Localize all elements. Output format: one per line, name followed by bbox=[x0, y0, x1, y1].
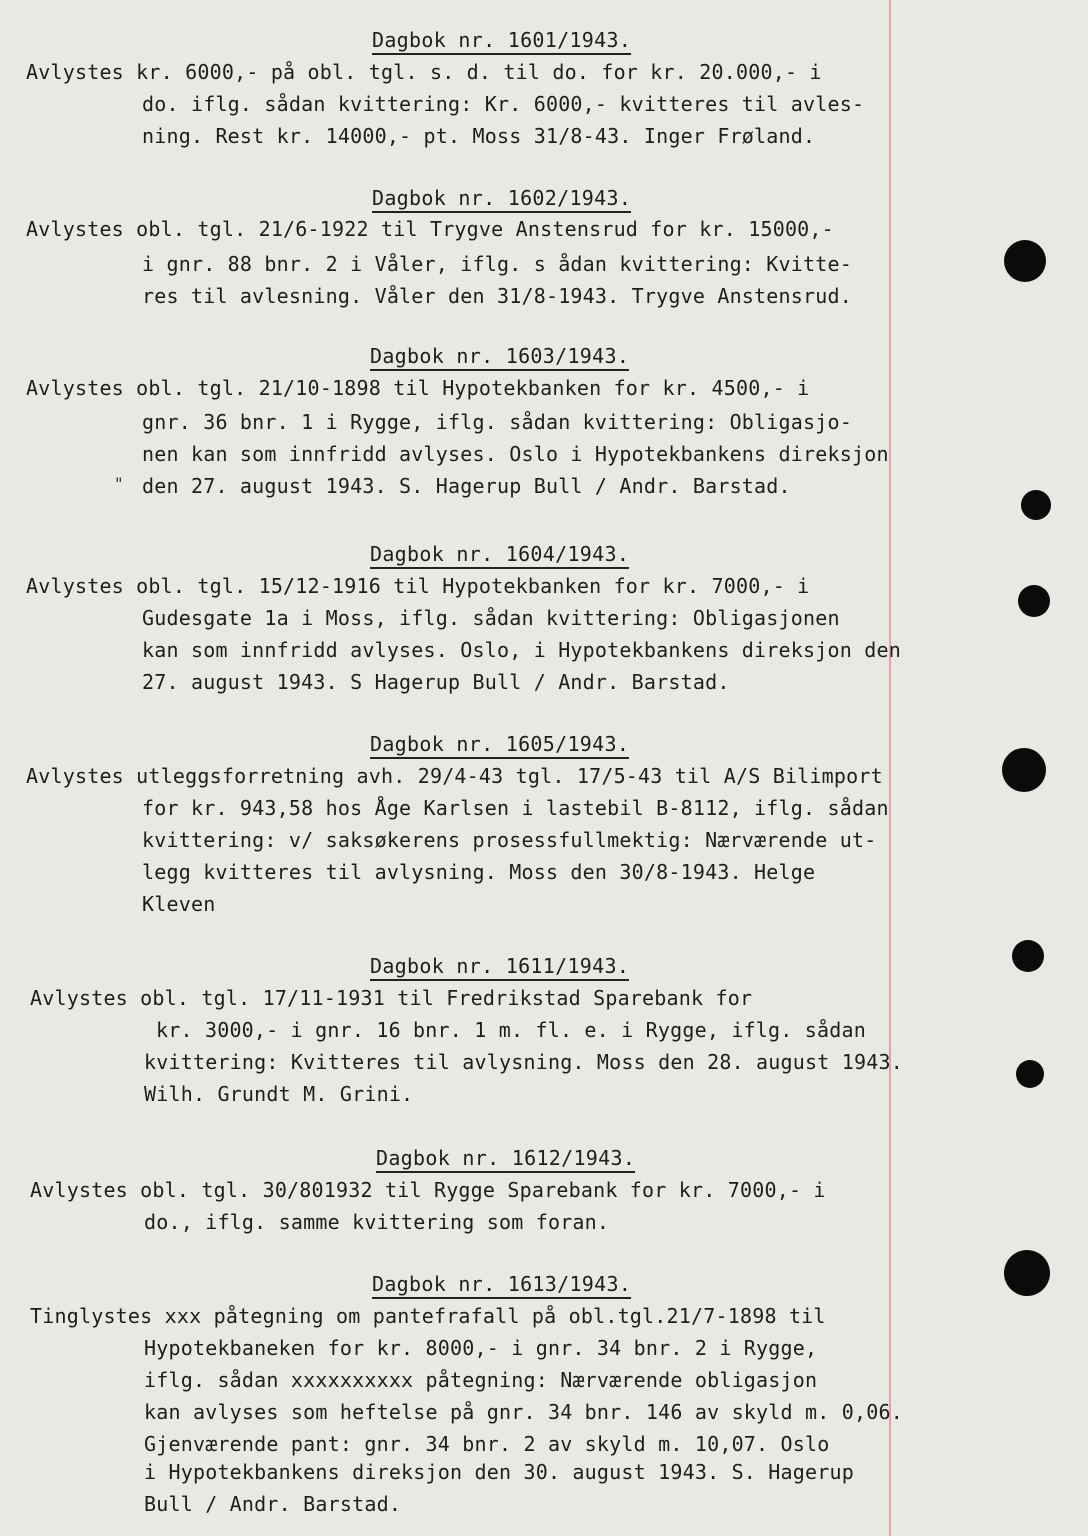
entry-line: den 27. august 1943. S. Hagerup Bull / Andr. Barstad. bbox=[142, 474, 791, 498]
entry-line: Avlystes obl. tgl. 30/801932 til Rygge Sparebank for kr. 7000,- i bbox=[30, 1178, 826, 1202]
entry-line: kr. 3000,- i gnr. 16 bnr. 1 m. fl. e. i Rygge, iflg. sådan bbox=[156, 1018, 866, 1042]
entry-line: legg kvitteres til avlysning. Moss den 30/8-1943. Helge bbox=[142, 860, 816, 884]
punch-hole bbox=[1002, 748, 1046, 792]
entry-heading: Dagbok nr. 1605/1943. bbox=[370, 732, 629, 759]
entry-line: Gudesgate 1a i Moss, iflg. sådan kvittering: Obligasjonen bbox=[142, 606, 840, 630]
entry-line: kvittering: Kvitteres til avlysning. Moss den 28. august 1943. bbox=[144, 1050, 903, 1074]
punch-hole bbox=[1021, 490, 1051, 520]
entry-line: Hypotekbaneken for kr. 8000,- i gnr. 34 bnr. 2 i Rygge, bbox=[144, 1336, 818, 1360]
entry-line: res til avlesning. Våler den 31/8-1943. Trygve Anstensrud. bbox=[142, 284, 852, 308]
entry-heading: Dagbok nr. 1602/1943. bbox=[372, 186, 631, 213]
margin-rule bbox=[889, 0, 891, 1536]
entry-line: Avlystes utleggsforretning avh. 29/4-43 tgl. 17/5-43 til A/S Bilimport bbox=[26, 764, 883, 788]
entry-line: kan som innfridd avlyses. Oslo, i Hypotekbankens direksjon den bbox=[142, 638, 901, 662]
entry-line: iflg. sådan xxxxxxxxxx påtegning: Nærværende obligasjon bbox=[144, 1368, 818, 1392]
entry-line: Avlystes kr. 6000,- på obl. tgl. s. d. til do. for kr. 20.000,- i bbox=[26, 60, 822, 84]
entry-heading: Dagbok nr. 1601/1943. bbox=[372, 28, 631, 55]
entry-line: nen kan som innfridd avlyses. Oslo i Hypotekbankens direksjon bbox=[142, 442, 889, 466]
entry-line: Avlystes obl. tgl. 15/12-1916 til Hypotekbanken for kr. 7000,- i bbox=[26, 574, 810, 598]
entry-line: Bull / Andr. Barstad. bbox=[144, 1492, 402, 1516]
punch-hole bbox=[1004, 1250, 1050, 1296]
entry-heading: Dagbok nr. 1603/1943. bbox=[370, 344, 629, 371]
entry-heading: Dagbok nr. 1611/1943. bbox=[370, 954, 629, 981]
entry-line: kan avlyses som heftelse på gnr. 34 bnr. 146 av skyld m. 0,06. bbox=[144, 1400, 903, 1424]
entry-line: Wilh. Grundt M. Grini. bbox=[144, 1082, 414, 1106]
punch-hole bbox=[1004, 240, 1046, 282]
entry-line: do., iflg. samme kvittering som foran. bbox=[144, 1210, 610, 1234]
entry-line: Gjenværende pant: gnr. 34 bnr. 2 av skyld m. 10,07. Oslo bbox=[144, 1432, 830, 1456]
entry-line: for kr. 943,58 hos Åge Karlsen i lastebil B-8112, iflg. sådan bbox=[142, 796, 889, 820]
entry-line: Avlystes obl. tgl. 21/10-1898 til Hypotekbanken for kr. 4500,- i bbox=[26, 376, 810, 400]
entry-line: ning. Rest kr. 14000,- pt. Moss 31/8-43. Inger Frøland. bbox=[142, 124, 816, 148]
entry-line: gnr. 36 bnr. 1 i Rygge, iflg. sådan kvittering: Obligasjo- bbox=[142, 410, 852, 434]
entry-heading: Dagbok nr. 1612/1943. bbox=[376, 1146, 635, 1173]
entry-heading: Dagbok nr. 1613/1943. bbox=[372, 1272, 631, 1299]
entry-line: Kleven bbox=[142, 892, 216, 916]
entry-line: kvittering: v/ saksøkerens prosessfullmektig: Nærværende ut- bbox=[142, 828, 877, 852]
entry-heading: Dagbok nr. 1604/1943. bbox=[370, 542, 629, 569]
entry-line: i Hypotekbankens direksjon den 30. august 1943. S. Hagerup bbox=[144, 1460, 854, 1484]
entry-line: do. iflg. sådan kvittering: Kr. 6000,- kvitteres til avles- bbox=[142, 92, 865, 116]
entry-line: i gnr. 88 bnr. 2 i Våler, iflg. s ådan kvittering: Kvitte- bbox=[142, 252, 852, 276]
entry-line: 27. august 1943. S Hagerup Bull / Andr. Barstad. bbox=[142, 670, 730, 694]
entry-line: Avlystes obl. tgl. 21/6-1922 til Trygve Anstensrud for kr. 15000,- bbox=[26, 217, 834, 241]
margin-mark: " bbox=[114, 474, 124, 493]
punch-hole bbox=[1018, 585, 1050, 617]
punch-hole bbox=[1012, 940, 1044, 972]
entry-line: Tinglystes xxx påtegning om pantefrafall på obl.tgl.21/7-1898 til bbox=[30, 1304, 826, 1328]
punch-hole bbox=[1016, 1060, 1044, 1088]
entry-line: Avlystes obl. tgl. 17/11-1931 til Fredrikstad Sparebank for bbox=[30, 986, 753, 1010]
